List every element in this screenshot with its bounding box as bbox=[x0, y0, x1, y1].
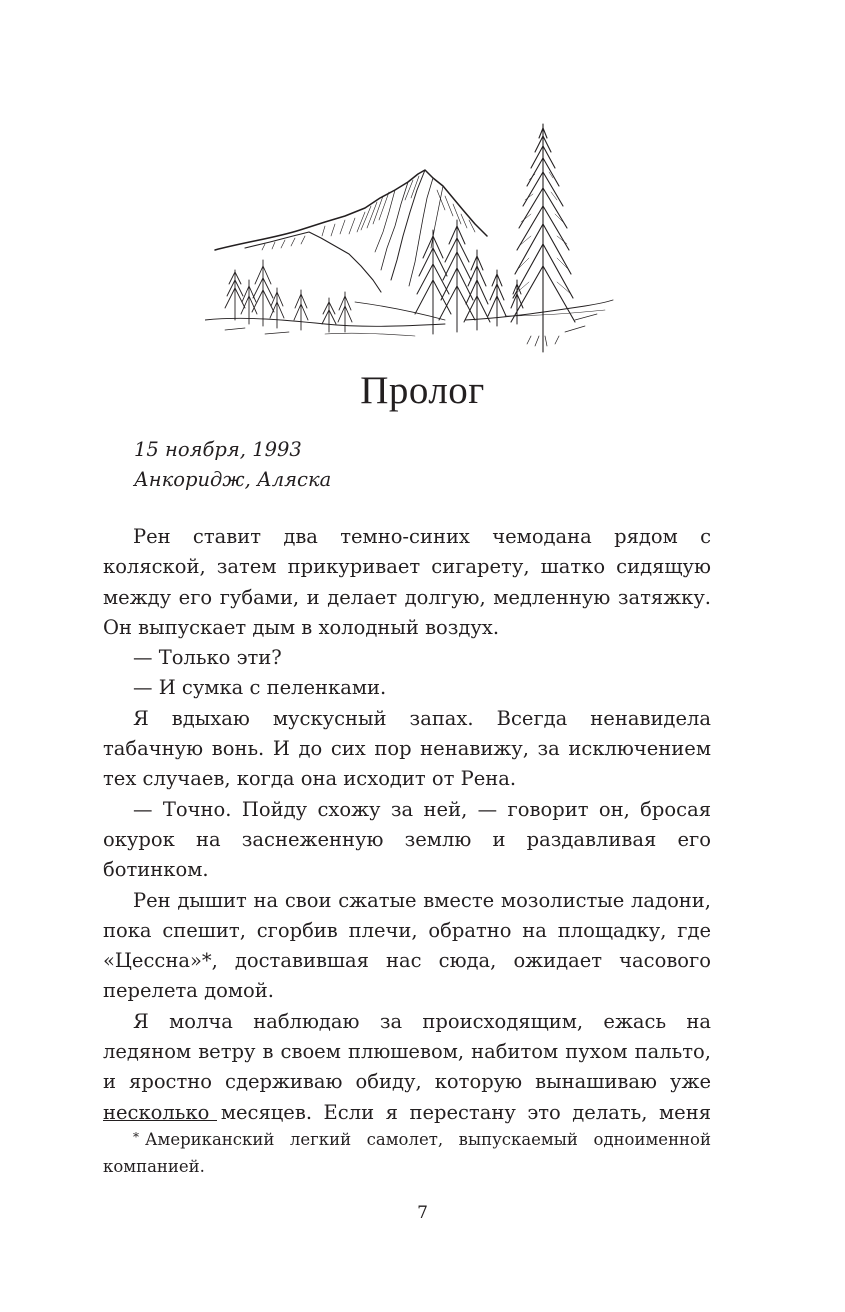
page-number: 7 bbox=[417, 1203, 428, 1223]
footnote-divider bbox=[103, 1120, 217, 1121]
mountain-trees-icon bbox=[205, 120, 615, 355]
chapter-title: Пролог bbox=[360, 369, 485, 412]
footnote bbox=[103, 1127, 711, 1180]
dateline bbox=[134, 435, 331, 495]
dateline-place: Анкоридж, Аляска bbox=[134, 468, 332, 491]
paragraph: Я молча наблюдаю за происходящим, ежась на ледяном ветру в своем плюшевом, набитом пухом пальто, и яростно сдерживаю обиду, которую вынашиваю уже несколько месяцев. Если я перестану это делать, меня bbox=[103, 1009, 711, 1124]
paragraph: — Точно. Пойду схожу за ней, — говорит он, бросая окурок на заснеженную землю и раздавливая его ботинком. bbox=[103, 797, 711, 882]
chapter-body bbox=[103, 522, 711, 1128]
chapter-illustration bbox=[205, 120, 615, 355]
footnote-text: Американский легкий самолет, выпускаемый одноименной компанией. bbox=[103, 1130, 711, 1176]
dateline-date: 15 ноября, 1993 bbox=[134, 438, 302, 461]
paragraph: Рен ставит два темно-синих чемодана рядом с коляской, затем прикуривает сигарету, шатко сидящую между его губами, и делает долгую, медленную затяжку. Он выпускает дым в холодный воздух. bbox=[103, 525, 711, 639]
paragraph: Я вдыхаю мускусный запах. Всегда ненавидела табачную вонь. И до сих пор ненавижу, за исключением тех случаев, когда она исходит от Рена. bbox=[103, 706, 711, 791]
footnote-mark: * bbox=[133, 1130, 139, 1144]
paragraph: — И сумка с пеленками. bbox=[133, 676, 387, 700]
paragraph: — Только эти? bbox=[133, 646, 282, 670]
paragraph: Рен дышит на свои сжатые вместе мозолистые ладони, пока спешит, сгорбив плечи, обратно на площадку, где «Цессна»*, доставившая нас сюда, ожидает часового перелета домой. bbox=[103, 888, 711, 1003]
